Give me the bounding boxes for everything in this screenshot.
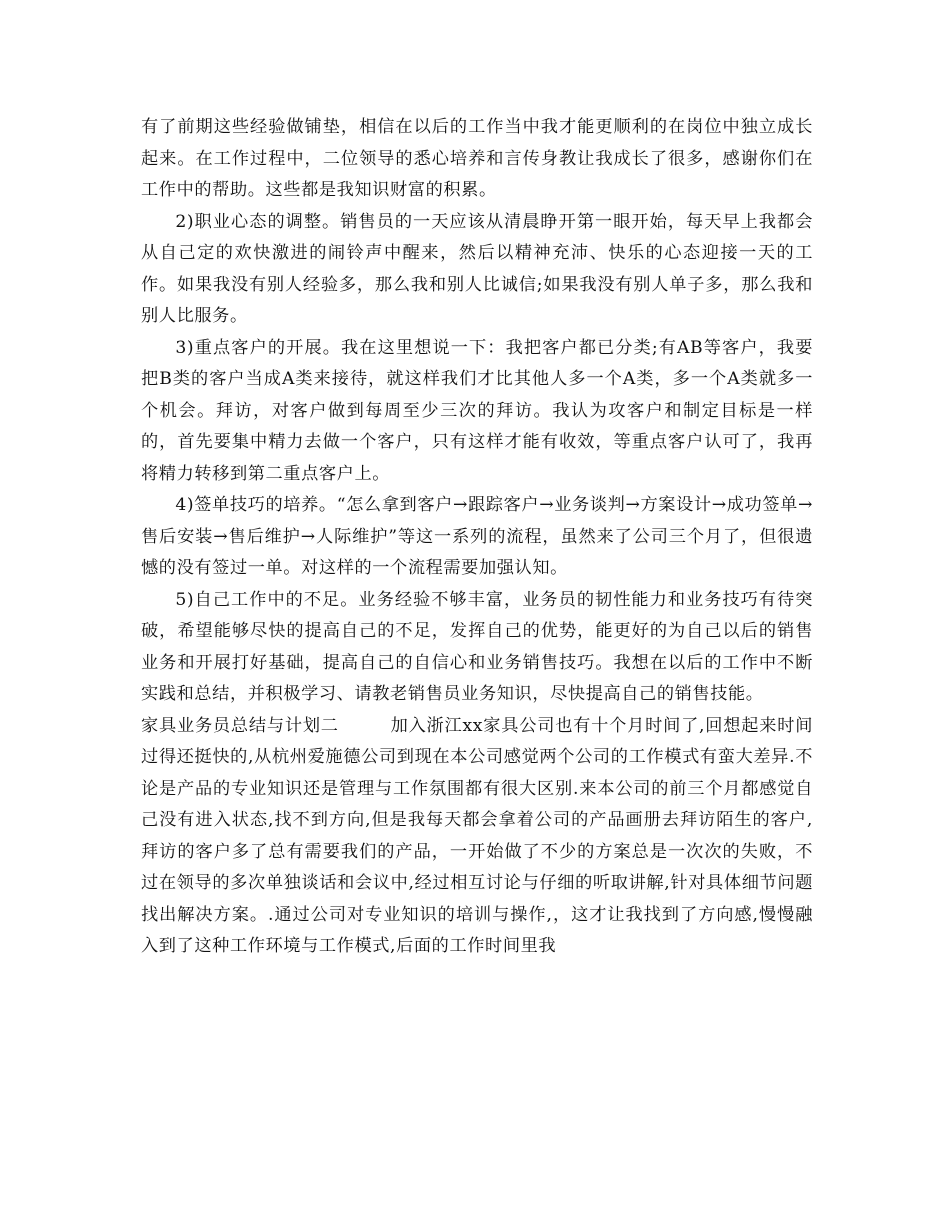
paragraph-4: 4)签单技巧的培养。“怎么拿到客户→跟踪客户→业务谈判→方案设计→成功签单→售后安装→售后维护→人际维护”等这一系列的流程，虽然来了公司三个月了，但很遗憾的没有签过一单。对这样的一个流程需要加强认知。 [141,495,813,578]
paragraph-5: 5)自己工作中的不足。业务经验不够丰富，业务员的韧性能力和业务技巧有待突破，希望能够尽快的提高自己的不足，发挥自己的优势，能更好的为自己以后的销售业务和开展打好基础，提高自己的自信心和业务销售技巧。我想在以后的工作中不断实践和总结，并积极学习、请教老销售员业务知识，尽快提高自己的销售技能。 [141,589,813,704]
section-2-heading: 家具业务员总结与计划二 [141,715,339,736]
document-body [141,112,813,963]
section-2-paragraph [141,711,813,963]
paragraph-3: 3)重点客户的开展。我在这里想说一下：我把客户都已分类;有AB等客户，我要把B类的客户当成A类来接待，就这样我们才比其他人多一个A类，多一个A类就多一个机会。拜访，对客户做到每周至少三次的拜访。我认为攻客户和制定目标是一样的，首先要集中精力去做一个客户，只有这样才能有收效，等重点客户认可了，我再将精力转移到第二重点客户上。 [141,337,813,484]
paragraph-1: 有了前期这些经验做铺垫，相信在以后的工作当中我才能更顺利的在岗位中独立成长起来。在工作过程中，二位领导的悉心培养和言传身教让我成长了很多，感谢你们在工作中的帮助。这些都是我知识财富的积累。 [141,117,813,200]
paragraph-2: 2)职业心态的调整。销售员的一天应该从清晨睁开第一眼开始，每天早上我都会从自己定的欢快激进的闹铃声中醒来，然后以精神充沛、快乐的心态迎接一天的工作。如果我没有别人经验多，那么我和别人比诚信;如果我没有别人单子多，那么我和别人比服务。 [141,211,813,326]
section-2-body: 加入浙江xx家具公司也有十个月时间了,回想起来时间过得还挺快的,从杭州爱施德公司到现在本公司感觉两个公司的工作模式有蛮大差异.不论是产品的专业知识还是管理与工作氛围都有很大区别.来本公司的前三个月都感觉自己没有进入状态,找不到方向,但是我每天都会拿着公司的产品画册去拜访陌生的客户,拜访的客户多了总有需要我们的产品，一开始做了不少的方案总是一次次的失败，不过在领导的多次单独谈话和会议中,经过相互讨论与仔细的听取讲解,针对具体细节问题找出解决方案。.通过公司对专业知识的培训与操作,，这才让我找到了方向感,慢慢融入到了这种工作环境与工作模式,后面的工作时间里我 [141,715,813,956]
